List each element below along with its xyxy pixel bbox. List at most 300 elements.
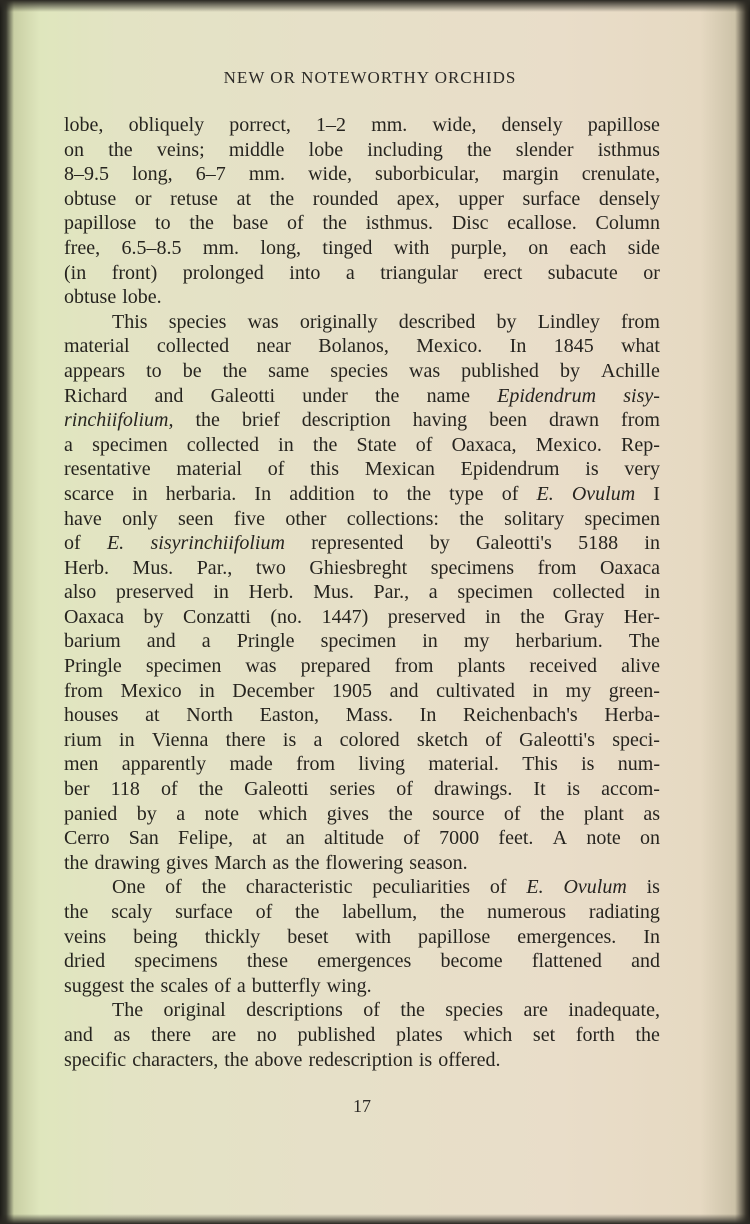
- word: brief: [241, 409, 280, 432]
- text-line: [64, 752, 660, 777]
- word: of: [485, 728, 502, 751]
- word: Richard: [64, 384, 128, 407]
- text-line: [64, 1048, 660, 1073]
- word: from: [296, 753, 336, 776]
- word: a: [176, 802, 186, 825]
- word: are: [523, 999, 548, 1022]
- word: mm.: [371, 114, 408, 136]
- word: material: [64, 335, 130, 358]
- word: middle: [228, 138, 285, 161]
- word: inadequate,: [568, 999, 660, 1022]
- word: Pringle: [64, 655, 122, 678]
- word: 1905: [332, 679, 373, 702]
- word: descriptions: [246, 999, 343, 1022]
- word: the: [520, 605, 545, 628]
- word: Oaxaca,: [451, 433, 517, 456]
- word: Galeotti's: [519, 728, 595, 751]
- word: at: [145, 704, 160, 727]
- word: alive: [621, 655, 660, 678]
- word: thickly: [204, 925, 261, 948]
- word: It: [533, 778, 546, 801]
- word: characteristic: [245, 876, 353, 899]
- text-line: [64, 998, 660, 1023]
- word: lobe,: [64, 114, 104, 136]
- word: a: [64, 433, 73, 456]
- word: Disc: [451, 212, 489, 235]
- word: The: [112, 999, 144, 1022]
- word: Reichenbach's: [463, 704, 578, 727]
- word: lobe.: [122, 286, 162, 309]
- word: the: [130, 974, 155, 997]
- word: of: [501, 482, 519, 505]
- text-line: [64, 408, 660, 433]
- word: the: [108, 138, 133, 161]
- word: made: [229, 753, 273, 776]
- word: This: [522, 753, 558, 776]
- word: radiating: [588, 901, 660, 923]
- word: Ovulum: [563, 876, 627, 899]
- word: ber: [64, 778, 90, 801]
- word: of: [363, 999, 380, 1022]
- word: ecallose.: [507, 212, 577, 235]
- word: these: [246, 950, 288, 973]
- word: no: [256, 1023, 277, 1046]
- word: the: [198, 778, 224, 801]
- word: obtuse: [64, 286, 117, 309]
- word: long,: [260, 236, 301, 259]
- word: houses: [64, 704, 119, 727]
- word: Oaxaca: [600, 556, 660, 579]
- word: gives: [165, 851, 209, 874]
- word: flowering: [325, 851, 404, 874]
- word: the: [388, 802, 413, 825]
- word: including: [367, 138, 443, 161]
- word: papillose: [587, 114, 660, 136]
- word: by: [136, 802, 157, 825]
- word: into: [289, 261, 321, 284]
- word: the: [635, 1023, 660, 1046]
- word: preserved: [115, 581, 194, 604]
- word: Achille: [601, 359, 660, 382]
- word: peculiarities: [372, 876, 471, 899]
- word: Conzatti: [183, 605, 251, 628]
- word: E.: [106, 532, 125, 555]
- word: Mexico.: [416, 335, 483, 358]
- word: specimens: [134, 950, 218, 973]
- text-line: [64, 556, 660, 581]
- word: 1845: [553, 335, 594, 358]
- text-line: [64, 113, 660, 138]
- word: at: [236, 187, 252, 210]
- word: in: [132, 482, 148, 505]
- word: In: [254, 482, 272, 505]
- word: Rep-: [621, 433, 660, 456]
- word: in: [199, 679, 215, 702]
- word: slender: [515, 138, 574, 161]
- text-line: [64, 236, 660, 261]
- word: Herb.: [64, 556, 109, 579]
- word: originally: [299, 310, 378, 333]
- word: surface: [175, 901, 233, 923]
- word: This: [112, 310, 148, 333]
- word: Her-: [623, 605, 660, 628]
- word: source: [432, 802, 485, 825]
- text-line: [64, 359, 660, 384]
- word: December: [232, 679, 315, 702]
- word: colored: [339, 728, 400, 751]
- text-line: [64, 507, 660, 532]
- word: the: [269, 187, 295, 210]
- word: Epidendrum: [497, 384, 597, 407]
- word: become: [440, 950, 503, 973]
- word: A: [552, 827, 568, 850]
- word: on: [639, 827, 660, 850]
- word: Galeotti: [244, 778, 309, 801]
- text-line: [64, 777, 660, 802]
- word: solitary: [504, 507, 565, 530]
- word: by: [143, 605, 164, 628]
- word: specimen: [92, 433, 168, 456]
- word: of: [287, 212, 304, 235]
- word: herbaria.: [165, 482, 237, 505]
- word: of: [396, 778, 413, 801]
- word: Oaxaca: [64, 605, 124, 628]
- word: num-: [617, 753, 660, 776]
- word: the: [195, 409, 220, 432]
- word: near: [256, 335, 291, 358]
- word: free,: [64, 236, 101, 259]
- word: from: [394, 655, 434, 678]
- word: 118: [110, 778, 140, 801]
- word: having: [412, 409, 468, 432]
- text-line: [64, 974, 660, 999]
- word: side: [627, 236, 660, 259]
- word: triangular: [380, 261, 458, 284]
- word: The: [628, 630, 660, 653]
- word: is: [581, 753, 595, 776]
- word: my: [463, 630, 490, 653]
- word: San: [128, 827, 159, 850]
- word: type: [449, 482, 484, 505]
- word: this: [310, 458, 340, 481]
- word: North: [186, 704, 233, 727]
- word: Mexico.: [535, 433, 602, 456]
- page-number: 17: [353, 1096, 371, 1116]
- word: the: [540, 802, 565, 825]
- word: collected: [156, 335, 230, 358]
- word: a: [236, 974, 246, 997]
- word: with: [355, 925, 391, 948]
- word: series: [329, 778, 376, 801]
- word: Lindley: [537, 310, 600, 333]
- word: description: [301, 409, 391, 432]
- word: drawings.: [434, 778, 513, 801]
- word: been: [489, 409, 527, 432]
- word: above: [254, 1048, 303, 1071]
- word: of: [214, 974, 231, 997]
- word: State: [356, 433, 397, 456]
- text-line: [64, 925, 660, 950]
- word: sisy-: [623, 384, 660, 407]
- word: flattened: [531, 950, 602, 973]
- word: as: [643, 802, 660, 825]
- word: the: [295, 901, 320, 923]
- word: emergences.: [517, 925, 617, 948]
- word: an: [285, 827, 305, 850]
- word: plant: [583, 802, 624, 825]
- word: on: [64, 138, 84, 161]
- text-line: [64, 285, 660, 310]
- word: the: [224, 1048, 249, 1071]
- word: by: [496, 310, 517, 333]
- word: was: [245, 655, 277, 678]
- word: specimen: [320, 630, 397, 653]
- word: 1–2: [316, 114, 347, 136]
- word: same: [268, 359, 310, 382]
- word: of: [64, 532, 81, 555]
- word: in: [485, 605, 501, 628]
- word: living: [358, 753, 406, 776]
- word: from: [621, 310, 660, 333]
- word: each: [569, 236, 607, 259]
- word: a: [201, 630, 211, 653]
- word: Mexico: [120, 679, 182, 702]
- word: as: [272, 851, 290, 874]
- word: front): [111, 261, 158, 284]
- word: the: [375, 384, 400, 407]
- word: the: [64, 901, 89, 923]
- word: of: [503, 802, 521, 825]
- word: drawn: [549, 409, 599, 432]
- word: or: [643, 261, 660, 284]
- word: seen: [178, 507, 214, 530]
- word: herbarium.: [515, 630, 603, 653]
- word: (in: [64, 261, 87, 284]
- word: base: [232, 212, 269, 235]
- word: is: [585, 458, 599, 481]
- word: the: [222, 359, 248, 382]
- word: name: [426, 384, 470, 407]
- word: very: [624, 458, 660, 481]
- word: the: [439, 901, 465, 923]
- word: and: [64, 1023, 93, 1046]
- word: upper: [458, 187, 504, 210]
- text-line: [64, 728, 660, 753]
- word: tinged: [322, 236, 373, 259]
- word: species: [445, 999, 504, 1022]
- word: material.: [428, 753, 499, 776]
- word: a: [313, 728, 323, 751]
- word: appears: [64, 359, 126, 382]
- word: also: [64, 581, 97, 604]
- word: dried: [64, 950, 106, 973]
- word: represented: [311, 532, 404, 555]
- word: the: [189, 212, 214, 235]
- word: and: [631, 950, 660, 973]
- word: was: [409, 359, 441, 382]
- word: set: [532, 1023, 556, 1046]
- word: the: [201, 876, 227, 899]
- word: the: [322, 212, 347, 235]
- text-line: [64, 138, 660, 163]
- word: panied: [64, 802, 118, 825]
- word: margin: [502, 163, 559, 186]
- text-line: [64, 531, 660, 556]
- text-line: [64, 580, 660, 605]
- word: densely: [598, 187, 660, 210]
- word: mm.: [202, 236, 240, 259]
- word: altitude: [324, 827, 385, 850]
- word: suggest: [64, 974, 124, 997]
- word: numerous: [487, 901, 567, 923]
- word: note: [204, 802, 239, 825]
- word: received: [529, 655, 598, 678]
- word: Pringle: [236, 630, 295, 653]
- word: papillose: [64, 212, 137, 235]
- word: at: [252, 827, 267, 850]
- text-line: [64, 482, 660, 507]
- word: in: [422, 630, 438, 653]
- word: specimen: [457, 581, 533, 604]
- text-line: [64, 703, 660, 728]
- word: crenulate,: [581, 163, 660, 186]
- word: Galeotti: [210, 384, 276, 407]
- word: apex,: [396, 187, 440, 210]
- word: in: [644, 532, 660, 555]
- word: to: [146, 359, 162, 382]
- text-line: [64, 949, 660, 974]
- word: a: [428, 581, 438, 604]
- word: feet.: [498, 827, 534, 850]
- word: the: [400, 999, 425, 1022]
- word: wide,: [308, 163, 352, 186]
- text-line: [64, 851, 660, 876]
- word: the: [64, 851, 89, 874]
- text-line: [64, 826, 660, 851]
- word: In: [643, 925, 660, 948]
- word: prolonged: [182, 261, 264, 284]
- word: of: [415, 433, 433, 456]
- word: under: [302, 384, 348, 407]
- word: isthmus.: [365, 212, 433, 235]
- word: have: [64, 507, 102, 530]
- word: published: [461, 359, 539, 382]
- word: 8–9.5: [64, 163, 109, 186]
- word: five: [233, 507, 265, 530]
- word: in: [532, 679, 549, 702]
- text-line: [64, 875, 660, 900]
- word: offered.: [438, 1048, 501, 1071]
- word: specimen: [145, 655, 222, 678]
- word: Felipe,: [178, 827, 234, 850]
- word: In: [419, 704, 437, 727]
- running-head: NEW OR NOTEWORTHY ORCHIDS: [223, 68, 517, 87]
- word: Epidendrum: [460, 458, 560, 481]
- word: plants: [457, 655, 506, 678]
- word: is: [566, 778, 581, 801]
- word: (no.: [270, 605, 303, 628]
- word: the: [295, 851, 320, 874]
- word: rinchiifolium,: [64, 409, 174, 432]
- word: scales: [160, 974, 209, 997]
- word: season.: [409, 851, 468, 874]
- word: 1447): [321, 605, 369, 628]
- word: isthmus: [597, 138, 660, 161]
- word: suborbicular,: [375, 163, 480, 186]
- word: original: [163, 999, 226, 1022]
- word: rounded: [312, 187, 379, 210]
- word: I: [653, 482, 660, 505]
- word: veins: [64, 925, 107, 948]
- word: the: [459, 507, 484, 530]
- word: there: [150, 1023, 191, 1046]
- word: my: [565, 679, 592, 702]
- word: drawing: [94, 851, 160, 874]
- word: and: [146, 630, 176, 653]
- word: to: [372, 482, 389, 505]
- word: redescription: [308, 1048, 413, 1071]
- word: Mass.: [345, 704, 393, 727]
- word: in: [644, 581, 660, 604]
- word: is: [418, 1048, 433, 1071]
- word: purple,: [450, 236, 507, 259]
- word: Galeotti's: [476, 532, 552, 555]
- word: Par.,: [373, 581, 410, 604]
- word: erect: [483, 261, 523, 284]
- word: or: [134, 187, 152, 210]
- text-line: [64, 187, 660, 212]
- word: barium: [64, 630, 121, 653]
- word: of: [489, 876, 507, 899]
- word: gives: [326, 802, 369, 825]
- word: sisyrinchiifolium: [150, 532, 285, 555]
- word: apparently: [121, 753, 207, 776]
- word: Mus.: [313, 581, 354, 604]
- word: and: [154, 384, 184, 407]
- word: being: [133, 925, 178, 948]
- word: of: [160, 778, 178, 801]
- word: 6–7: [195, 163, 226, 186]
- word: porrect,: [229, 114, 291, 136]
- word: specific: [64, 1048, 127, 1071]
- text-line: [64, 433, 660, 458]
- word: Mexican: [364, 458, 435, 481]
- text-line: [64, 1023, 660, 1048]
- word: Mus.: [132, 556, 174, 579]
- word: obliquely: [128, 114, 205, 136]
- word: Ovulum: [571, 482, 636, 505]
- word: accom-: [601, 778, 660, 801]
- word: in: [278, 433, 294, 456]
- word: which: [258, 802, 308, 825]
- word: Par.,: [196, 556, 233, 579]
- word: plates: [395, 1023, 443, 1046]
- word: be: [182, 359, 202, 382]
- text-line: [64, 679, 660, 704]
- word: characters,: [132, 1048, 219, 1071]
- word: butterfly: [251, 974, 321, 997]
- word: One: [112, 876, 146, 899]
- text-line: [64, 211, 660, 236]
- word: of: [267, 458, 285, 481]
- text-line: [64, 261, 660, 286]
- word: of: [165, 876, 182, 899]
- word: cultivated: [436, 679, 515, 702]
- word: papillose: [418, 925, 491, 948]
- word: 7000: [439, 827, 480, 850]
- word: is: [282, 728, 297, 751]
- word: veins;: [156, 138, 205, 161]
